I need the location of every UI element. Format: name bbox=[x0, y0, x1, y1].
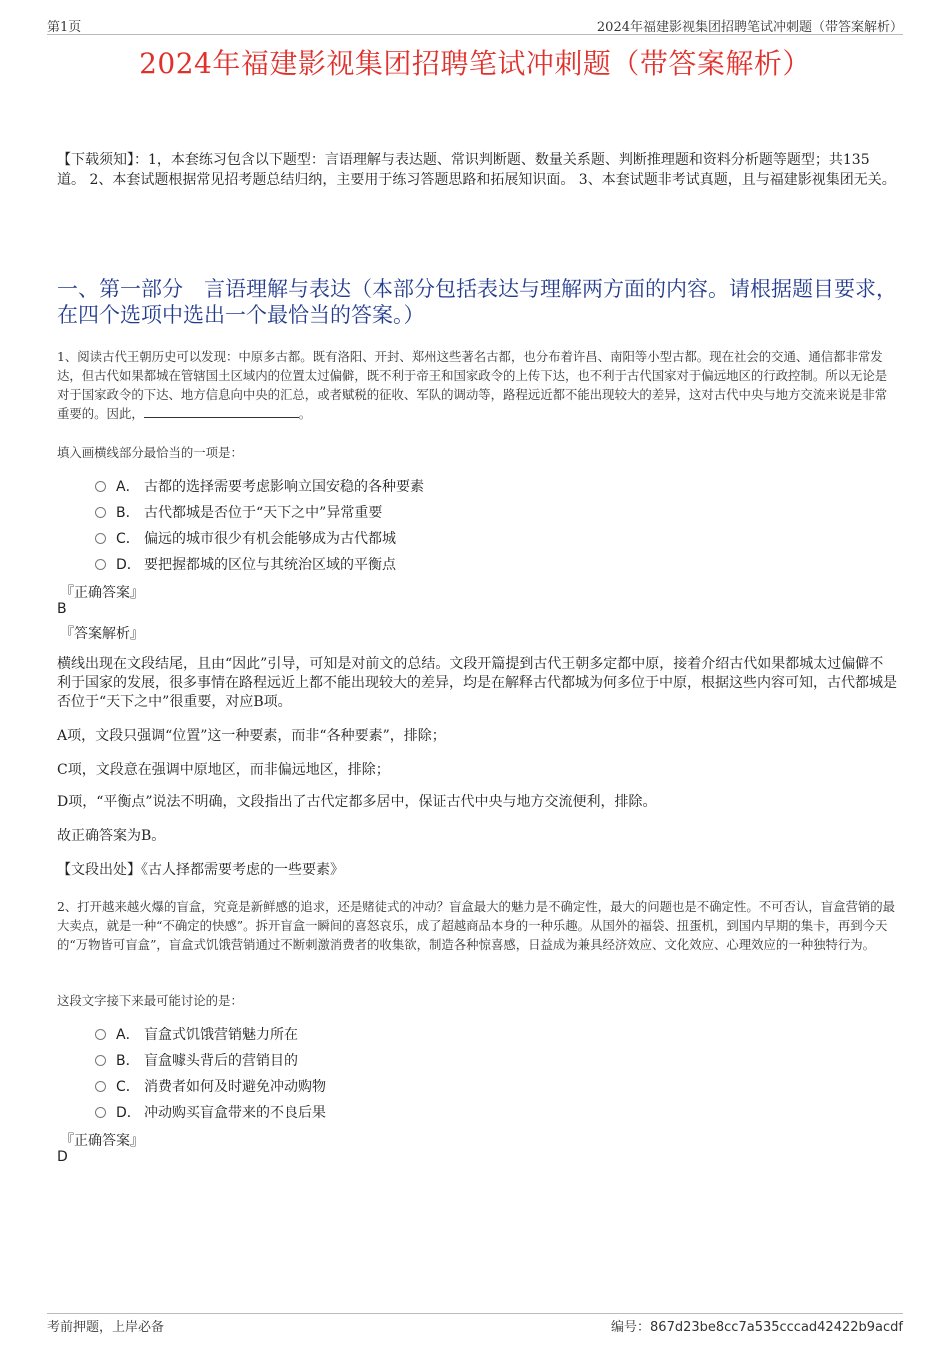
q1-analysis-a: A项，文段只强调“位置”这一种要素，而非“各种要素”，排除； bbox=[57, 728, 446, 744]
q2-prompt: 这段文字接下来最可能讨论的是： bbox=[57, 993, 243, 1008]
page-header bbox=[47, 14, 903, 35]
radio-icon[interactable] bbox=[95, 1107, 106, 1118]
q1-prompt: 填入画横线部分最恰当的一项是： bbox=[57, 445, 243, 460]
radio-icon[interactable] bbox=[95, 481, 106, 492]
q2-stem: 2、打开越来越火爆的盲盒，究竟是新鲜感的追求，还是赌徒式的冲动？盲盒最大的魅力是不确定性，最大的问题也是不确定性。不可否认，盲盒营销的最大卖点，就是一种“不确定的快感”。拆开盲盒一瞬间的喜怒哀乐，成了超越商品本身的一种乐趣。从国外的福袋、扭蛋机，到国内早期的集卡，再到今天的“万物皆可盲盒”，盲盒式饥饿营销通过不断刺激消费者的收集欲，制造各种惊喜感，日益成为兼具经济效应、文化效应、心理效应的一种独特行为。 bbox=[57, 899, 896, 952]
radio-icon[interactable] bbox=[95, 559, 106, 570]
q2-option-b[interactable] bbox=[95, 1050, 298, 1070]
radio-icon[interactable] bbox=[95, 1055, 106, 1066]
radio-icon[interactable] bbox=[95, 1081, 106, 1092]
q1-analysis-d: D项，“平衡点”说法不明确，文段指出了古代定都多居中，保证古代中央与地方交流便利，排除。 bbox=[57, 794, 657, 810]
option-letter: A． bbox=[116, 1027, 140, 1043]
header-doc-title: 2024年福建影视集团招聘笔试冲刺题（带答案解析） bbox=[596, 20, 903, 35]
option-text: 盲盒噱头背后的营销目的 bbox=[144, 1053, 298, 1069]
q1-stem bbox=[57, 347, 897, 423]
option-letter: B． bbox=[116, 1053, 140, 1069]
radio-icon[interactable] bbox=[95, 507, 106, 518]
q1-source: 【文段出处】《古人择都需要考虑的一些要素》 bbox=[57, 862, 344, 878]
q2-correct-answer: D bbox=[57, 1149, 68, 1165]
page-footer bbox=[47, 1313, 903, 1335]
q1-correct-answer: B bbox=[57, 601, 67, 617]
section-heading: 一、第一部分 言语理解与表达（本部分包括表达与理解两方面的内容。请根据题目要求，在四个选项中选出一个最恰当的答案。） bbox=[57, 277, 897, 327]
option-text: 消费者如何及时避免冲动购物 bbox=[144, 1079, 326, 1095]
radio-icon[interactable] bbox=[95, 533, 106, 544]
option-letter: D． bbox=[116, 1105, 141, 1121]
q2-option-a[interactable] bbox=[95, 1024, 298, 1044]
document-title: 2024年福建影视集团招聘笔试冲刺题（带答案解析） bbox=[139, 47, 811, 80]
option-letter: C． bbox=[116, 531, 140, 547]
footer-slogan: 考前押题，上岸必备 bbox=[47, 1320, 165, 1335]
q1-analysis-conclusion: 故正确答案为B。 bbox=[57, 828, 166, 844]
option-text: 盲盒式饥饿营销魅力所在 bbox=[144, 1027, 298, 1043]
q1-option-a[interactable] bbox=[95, 476, 424, 496]
option-text: 要把握都城的区位与其统治区域的平衡点 bbox=[144, 557, 396, 573]
q1-option-b[interactable] bbox=[95, 502, 382, 522]
q1-correct-label: 『正确答案』 bbox=[60, 585, 144, 601]
q1-analysis-label: 『答案解析』 bbox=[60, 626, 144, 642]
footer-code bbox=[611, 1316, 903, 1335]
q1-analysis-c: C项，文段意在强调中原地区，而非偏远地区，排除； bbox=[57, 762, 390, 778]
option-letter: B． bbox=[116, 505, 140, 521]
q1-stem-text: 1、阅读古代王朝历史可以发现：中原多古都。既有洛阳、开封、郑州这些著名古都，也分布着许昌、南阳等小型古都。现在社会的交通、通信都非常发达，但古代如果都城在管辖国土区域内的位置太过偏僻，既不利于帝王和国家政令的上传下达，也不利于古代国家对于偏远地区的行政控制。所以无论是对于国家政令的下达、地方信息向中央的汇总，或者赋税的征收、军队的调动等，路程远近都不能出现较大的差异，这对古代中央与地方交流来说是非常重要的。因此， bbox=[57, 349, 888, 421]
footer-code-value: 867d23be8cc7a535cccad42422b9acdf bbox=[650, 1320, 903, 1335]
option-letter: A． bbox=[116, 479, 140, 495]
q2-option-d[interactable] bbox=[95, 1102, 326, 1122]
footer-code-label: 编号： bbox=[611, 1320, 651, 1335]
option-text: 偏远的城市很少有机会能够成为古代都城 bbox=[144, 531, 396, 547]
q1-option-d[interactable] bbox=[95, 554, 396, 574]
option-text: 古代都城是否位于“天下之中”异常重要 bbox=[144, 505, 383, 521]
q2-option-c[interactable] bbox=[95, 1076, 326, 1096]
download-notice: 【下载须知】：1，本套练习包含以下题型：言语理解与表达题、常识判断题、数量关系题、判断推理题和资料分析题等题型；共135道。 2、本套试题根据常见招考题总结归纳，主要用于练习答题思路和拓展知识面。 3、本套试题非考试真题，且与福建影视集团无关。 bbox=[57, 152, 896, 188]
option-letter: D． bbox=[116, 557, 141, 573]
radio-icon[interactable] bbox=[95, 1029, 106, 1040]
option-text: 冲动购买盲盒带来的不良后果 bbox=[144, 1105, 326, 1121]
q1-option-c[interactable] bbox=[95, 528, 396, 548]
q2-correct-label: 『正确答案』 bbox=[60, 1133, 144, 1149]
option-text: 古都的选择需要考虑影响立国安稳的各种要素 bbox=[144, 479, 424, 495]
fill-blank-line bbox=[144, 407, 299, 418]
q1-stem-end: 。 bbox=[298, 406, 312, 421]
page-number-label: 第1页 bbox=[47, 20, 82, 35]
option-letter: C． bbox=[116, 1079, 140, 1095]
q1-analysis-main: 横线出现在文段结尾，且由“因此”引导，可知是对前文的总结。文段开篇提到古代王朝多定都中原，接着介绍古代如果都城太过偏僻不利于国家的发展，很多事情在路程远近上都不能出现较大的差异，均是在解释古代都城为何多位于中原，根据这些内容可知，古代都城是否位于“天下之中”很重要，对应B项。 bbox=[57, 656, 897, 710]
